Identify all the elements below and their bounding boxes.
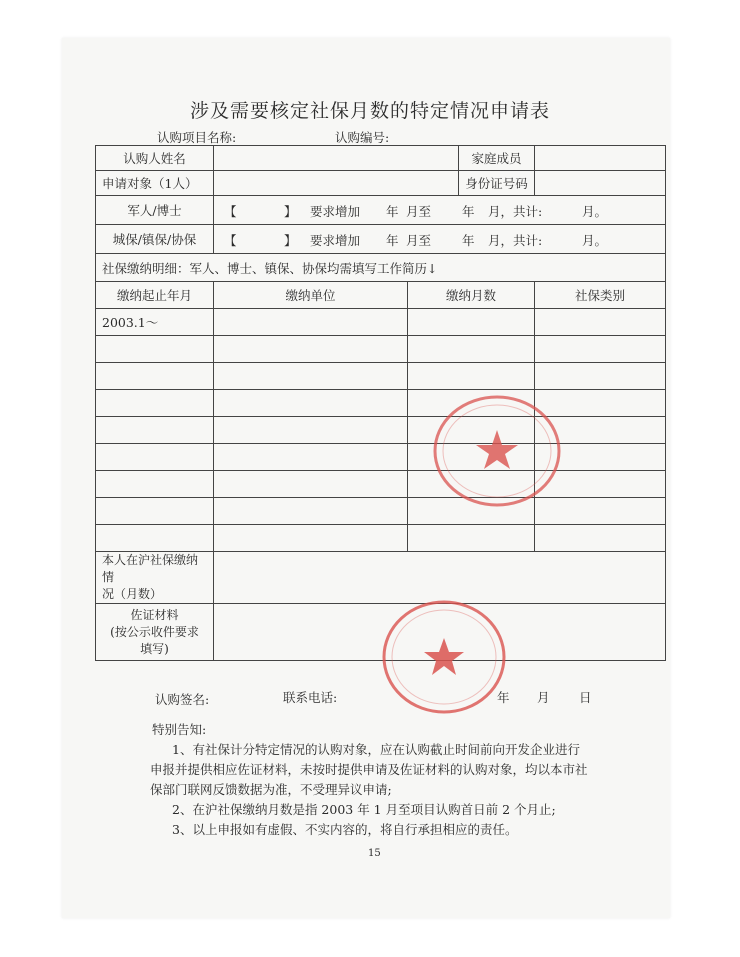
period-cell[interactable]	[96, 336, 214, 363]
period-cell[interactable]	[96, 525, 214, 552]
months-cell[interactable]	[408, 525, 535, 552]
unit-cell[interactable]	[214, 471, 408, 498]
application-form-table	[95, 145, 666, 661]
military-increase-cell[interactable]	[214, 196, 666, 225]
month-total-label: 月，共计:	[488, 233, 543, 248]
unit-cell[interactable]	[214, 309, 408, 336]
month-end-label: 月。	[582, 233, 608, 248]
type-cell[interactable]	[535, 336, 666, 363]
id-label: 身份证号码	[459, 171, 535, 196]
military-label: 军人/博士	[96, 196, 214, 225]
date-year-label: 年	[497, 690, 510, 705]
header-unit: 缴纳单位	[214, 282, 408, 309]
notice-line-2: 申报并提供相应佐证材料，未按时提供申请及佐证材料的认购对象，均以本市社	[150, 762, 588, 777]
year-label: 年	[462, 204, 475, 219]
detail-label: 社保缴纳明细：军人、博士、镇保、协保均需填写工作简历↓	[96, 254, 666, 282]
months-cell[interactable]	[408, 336, 535, 363]
military-row	[96, 196, 666, 225]
table-row	[96, 363, 666, 390]
name-row	[96, 146, 666, 171]
increase-label: 要求增加	[310, 233, 361, 248]
urban-row	[96, 225, 666, 254]
urban-label: 城保/镇保/协保	[96, 225, 214, 254]
months-total-label	[96, 552, 214, 604]
period-cell[interactable]	[96, 363, 214, 390]
evidence-label-line: (按公示收件要求	[110, 624, 199, 639]
evidence-label-line: 填写)	[140, 641, 169, 656]
signature-label: 认购签名:	[155, 692, 210, 707]
applicant-label: 申请对象（1人）	[96, 171, 214, 196]
bracket-open: 【	[224, 233, 237, 248]
header-insurance-type: 社保类别	[535, 282, 666, 309]
year-label: 年	[386, 233, 399, 248]
table-row	[96, 444, 666, 471]
date-month-label: 月	[537, 690, 550, 705]
applicant-field[interactable]	[214, 171, 459, 196]
year-label: 年	[386, 204, 399, 219]
family-field[interactable]	[535, 146, 666, 171]
type-cell[interactable]	[535, 363, 666, 390]
unit-cell[interactable]	[214, 363, 408, 390]
name-field[interactable]	[214, 146, 459, 171]
notice-line-1: 1、有社保计分特定情况的认购对象，应在认购截止时间前向开发企业进行	[172, 742, 580, 757]
period-cell[interactable]	[96, 498, 214, 525]
notice-line-4: 2、在沪社保缴纳月数是指 2003 年 1 月至项目认购首日前 2 个月止;	[172, 802, 556, 817]
phone-label: 联系电话:	[283, 690, 338, 705]
subscription-number-label: 认购编号:	[335, 130, 390, 145]
type-cell[interactable]	[535, 309, 666, 336]
company-seal-stamp	[378, 598, 510, 716]
table-row	[96, 417, 666, 444]
type-cell[interactable]	[535, 525, 666, 552]
period-cell[interactable]	[96, 444, 214, 471]
notice-line-3: 保部门联网反馈数据为准，不受理异议申请;	[150, 782, 392, 797]
month-to-label: 月至	[406, 233, 432, 248]
table-row	[96, 471, 666, 498]
months-cell[interactable]	[408, 309, 535, 336]
year-label: 年	[462, 233, 475, 248]
period-cell[interactable]: 2003.1～	[96, 309, 214, 336]
month-to-label: 月至	[406, 204, 432, 219]
unit-cell[interactable]	[214, 417, 408, 444]
notice-line-5: 3、以上申报如有虚假、不实内容的，将自行承担相应的责任。	[172, 822, 518, 837]
evidence-label	[96, 604, 214, 661]
unit-cell[interactable]	[214, 444, 408, 471]
red-seal-stamp	[428, 392, 566, 510]
header-months: 缴纳月数	[408, 282, 535, 309]
months-total-label-line: 本人在沪社保缴纳情	[102, 553, 199, 584]
period-cell[interactable]	[96, 471, 214, 498]
months-total-row	[96, 552, 666, 604]
detail-header-row	[96, 282, 666, 309]
bracket-open: 【	[224, 204, 237, 219]
applicant-row	[96, 171, 666, 196]
date-day-label: 日	[579, 690, 592, 705]
unit-cell[interactable]	[214, 525, 408, 552]
bracket-close: 】	[284, 233, 297, 248]
page-number: 15	[368, 848, 381, 859]
bracket-close: 】	[284, 204, 297, 219]
detail-row	[96, 254, 666, 282]
increase-label: 要求增加	[310, 204, 361, 219]
form-title: 涉及需要核定社保月数的特定情况申请表	[189, 100, 550, 122]
name-label: 认购人姓名	[96, 146, 214, 171]
unit-cell[interactable]	[214, 390, 408, 417]
months-cell[interactable]	[408, 363, 535, 390]
table-row	[96, 390, 666, 417]
header-period: 缴纳起止年月	[96, 282, 214, 309]
table-row	[96, 525, 666, 552]
months-total-label-line: 况（月数）	[102, 587, 163, 601]
table-row	[96, 336, 666, 363]
family-label: 家庭成员	[459, 146, 535, 171]
project-name-label: 认购项目名称:	[157, 130, 237, 145]
evidence-label-line: 佐证材料	[130, 607, 179, 622]
unit-cell[interactable]	[214, 336, 408, 363]
notice-heading: 特别告知:	[152, 722, 207, 737]
months-total-field[interactable]	[214, 552, 666, 604]
table-row	[96, 498, 666, 525]
period-cell[interactable]	[96, 417, 214, 444]
period-cell[interactable]	[96, 390, 214, 417]
month-total-label: 月，共计:	[488, 204, 543, 219]
id-field[interactable]	[535, 171, 666, 196]
table-row	[96, 309, 666, 336]
urban-increase-cell[interactable]	[214, 225, 666, 254]
month-end-label: 月。	[582, 204, 608, 219]
unit-cell[interactable]	[214, 498, 408, 525]
